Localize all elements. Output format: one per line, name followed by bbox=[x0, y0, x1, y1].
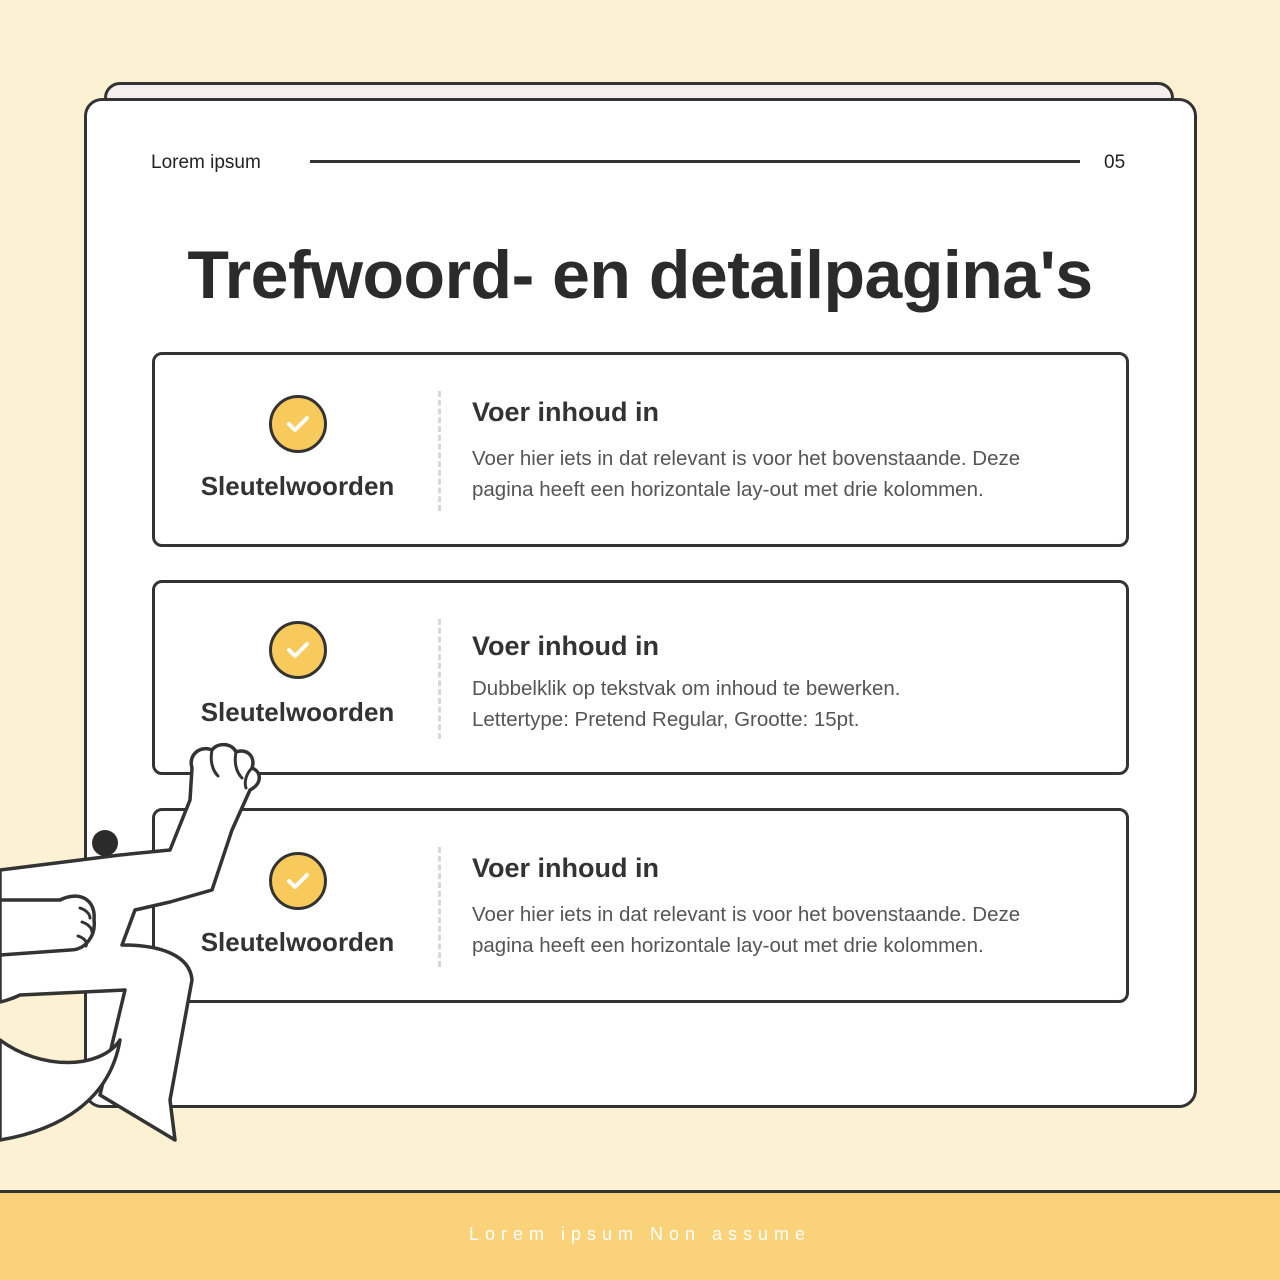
row-description-line: pagina heeft een horizontale lay-out met drie kolommen. bbox=[472, 478, 984, 501]
row-description-line: Lettertype: Pretend Regular, Grootte: 15pt. bbox=[472, 708, 860, 731]
page-number: 05 bbox=[1104, 152, 1126, 173]
page-title: Trefwoord- en detailpagina's bbox=[187, 237, 1093, 313]
keyword-column bbox=[155, 355, 440, 544]
header-divider bbox=[310, 160, 1080, 163]
keyword-row-1 bbox=[152, 352, 1129, 547]
header-label: Lorem ipsum bbox=[151, 152, 261, 173]
row-description-line: Voer hier iets in dat relevant is voor het bovenstaande. Deze bbox=[472, 447, 1021, 470]
check-circle-icon bbox=[269, 395, 327, 453]
row-description-line: Voer hier iets in dat relevant is voor het bovenstaande. Deze bbox=[472, 903, 1021, 926]
keyword-label: Sleutelwoorden bbox=[200, 697, 395, 727]
keyword-row-2 bbox=[152, 580, 1129, 775]
row-description-line: pagina heeft een horizontale lay-out met drie kolommen. bbox=[472, 934, 984, 957]
row-divider bbox=[438, 847, 441, 967]
keyword-row-3 bbox=[152, 808, 1129, 1003]
decor-dot bbox=[92, 830, 118, 856]
row-description bbox=[472, 673, 1092, 735]
keyword-label: Sleutelwoorden bbox=[200, 471, 395, 501]
row-description-line: Dubbelklik op tekstvak om inhoud te bewerken. bbox=[472, 677, 901, 700]
row-heading: Voer inhoud in bbox=[472, 397, 659, 427]
row-description bbox=[472, 443, 1092, 505]
row-heading: Voer inhoud in bbox=[472, 631, 659, 661]
keyword-label: Sleutelwoorden bbox=[200, 927, 395, 957]
row-description bbox=[472, 899, 1092, 961]
footer-text: Lorem ipsum Non assume bbox=[468, 1224, 812, 1244]
check-circle-icon bbox=[269, 621, 327, 679]
row-divider bbox=[438, 391, 441, 511]
row-divider bbox=[438, 619, 441, 739]
row-heading: Voer inhoud in bbox=[472, 853, 659, 883]
cat-paw-illustration bbox=[0, 740, 280, 1160]
